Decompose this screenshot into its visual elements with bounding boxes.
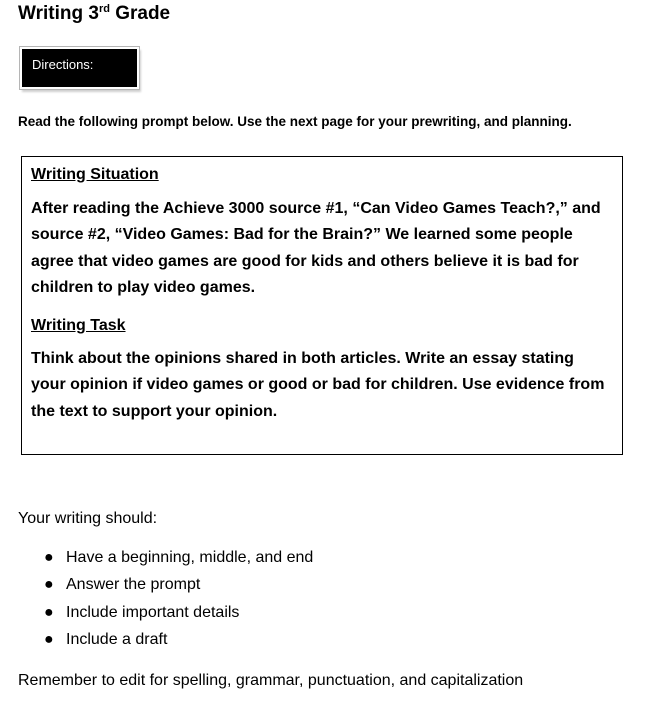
writing-situation-heading: Writing Situation — [31, 166, 159, 183]
list-item-text: Include important details — [66, 603, 240, 621]
list-item-text: Answer the prompt — [66, 576, 201, 594]
bullet-icon: ● — [44, 576, 54, 594]
title-superscript: rd — [98, 3, 110, 15]
bullet-icon: ● — [44, 549, 54, 566]
directions-label: Directions: — [32, 57, 94, 72]
intro-instructions: Read the following prompt below. Use the next page for your prewriting, and planning. — [18, 114, 572, 129]
list-item-text: Have a beginning, middle, and end — [66, 549, 314, 566]
writing-task-text: Think about the opinions shared in both articles. Write an essay stating your opinion if video games or good or bad for children. Use evidence from the text to support your opinion. — [31, 350, 605, 420]
list-item — [0, 604, 313, 631]
bullet-icon: ● — [44, 603, 54, 621]
writing-situation-text: After reading the Achieve 3000 source #1, “Can Video Games Teach?,” and source #2, “Video Games: Bad for the Brain?” We learned some people agree that video games are good for kids and others believe it is bad for children to play video games. — [31, 200, 601, 296]
list-item — [0, 549, 313, 576]
page-title — [18, 3, 170, 25]
requirements-heading: Your writing should: — [18, 510, 158, 527]
requirements-list — [0, 549, 313, 658]
list-item-text: Include a draft — [66, 630, 168, 648]
directions-label-box — [20, 47, 139, 89]
writing-task-heading: Writing Task — [31, 317, 126, 335]
title-suffix: Grade — [109, 3, 171, 24]
bullet-icon: ● — [44, 630, 54, 648]
list-item — [0, 631, 313, 658]
editing-reminder: Remember to edit for spelling, grammar, punctuation, and capitalization — [18, 672, 524, 689]
list-item — [0, 576, 313, 603]
title-prefix: Writing 3 — [18, 3, 99, 24]
prompt-box — [21, 156, 623, 455]
